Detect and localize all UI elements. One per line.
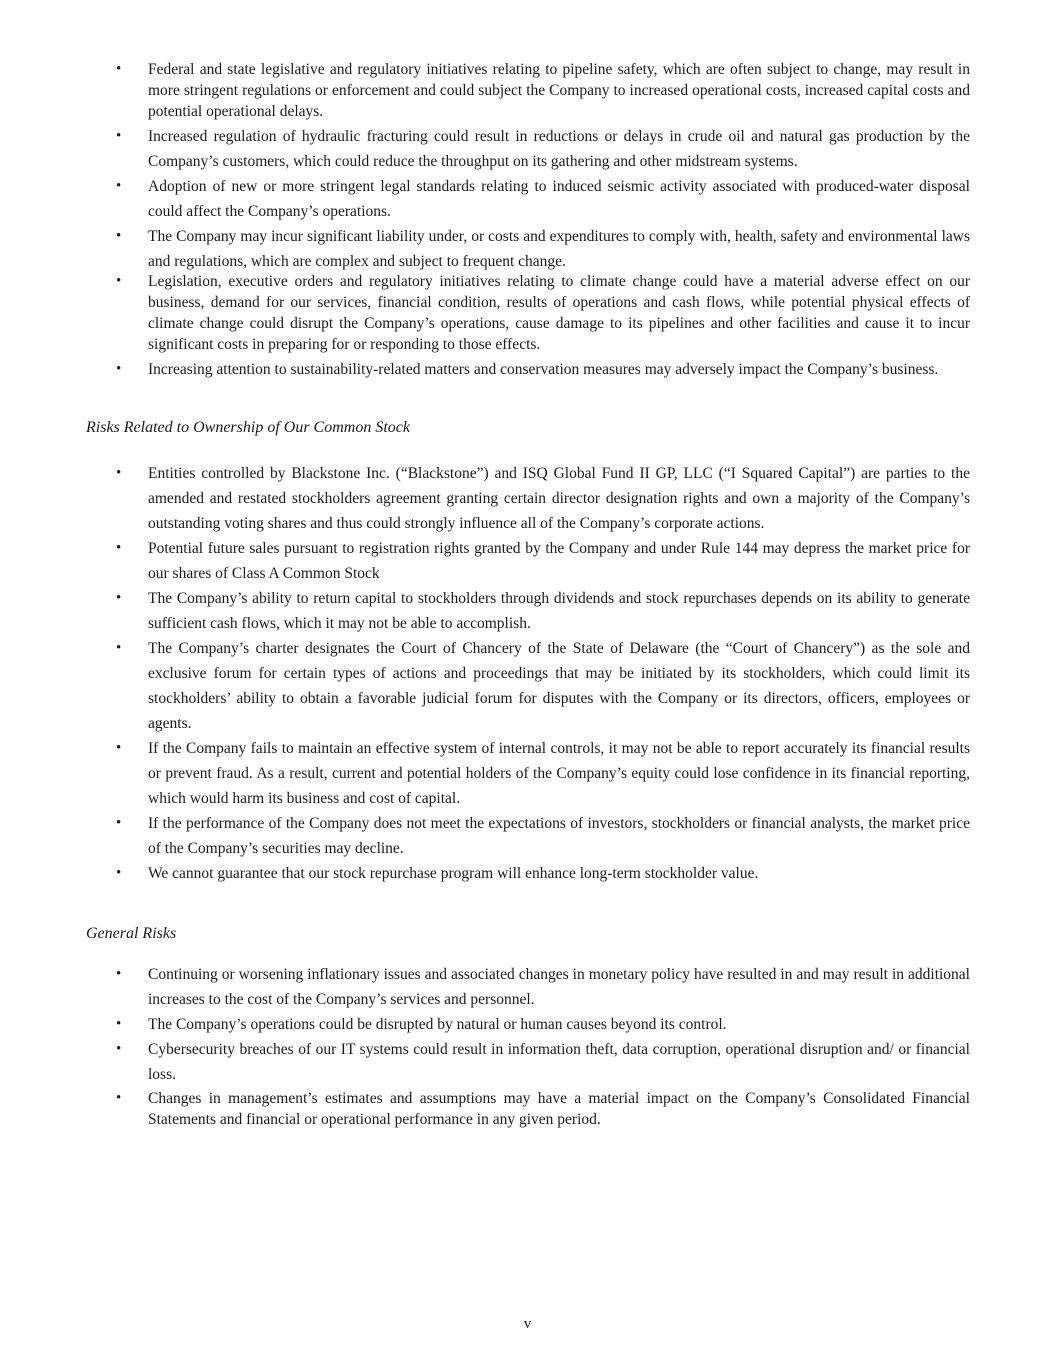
bullet: • [116, 273, 122, 289]
bullet: • [116, 228, 122, 244]
list-item [86, 962, 970, 1012]
bullet: • [116, 1090, 122, 1106]
list-item [86, 224, 970, 274]
list-item-text: Adoption of new or more stringent legal standards relating to induced seismic activity associated with produced-water disposal could affect the Company’s operations. [148, 178, 970, 220]
list-item-text: The Company’s ability to return capital to stockholders through dividends and stock repurchases depends on its ability to generate sufficient cash flows, which it may not be able to accomplish. [148, 590, 970, 632]
list-item-text: Continuing or worsening inflationary issues and associated changes in monetary policy have resulted in and may result in additional increases to the cost of the Company’s services and personnel. [148, 966, 970, 1008]
list-item-text: Increased regulation of hydraulic fracturing could result in reductions or delays in crude oil and natural gas production by the Company’s customers, which could reduce the throughput on its gathering and other midstream systems. [148, 128, 970, 170]
list-item [86, 461, 970, 536]
list-item [86, 811, 970, 861]
general-risks-list [86, 962, 970, 1130]
list-item-text: Changes in management’s estimates and assumptions may have a material impact on the Company’s Consolidated Financial Statements and financial or operational performance in any given period. [148, 1090, 970, 1128]
section-heading-common-stock: Risks Related to Ownership of Our Common Stock [86, 419, 410, 436]
bullet: • [116, 1016, 122, 1032]
section-heading-general-risks: General Risks [86, 925, 177, 942]
bullet: • [116, 465, 122, 481]
bullet: • [116, 640, 122, 656]
list-item-text: Increasing attention to sustainability-related matters and conservation measures may adversely impact the Company’s business. [148, 361, 939, 378]
page-number: v [523, 1316, 532, 1332]
list-item [86, 636, 970, 736]
ownership-risks-list [86, 461, 970, 886]
bullet: • [116, 1041, 122, 1057]
bullet: • [116, 865, 122, 881]
list-item [86, 1012, 970, 1037]
list-item [86, 271, 970, 355]
list-item [86, 1037, 970, 1087]
list-item [86, 586, 970, 636]
bullet: • [116, 540, 122, 556]
list-item [86, 124, 970, 174]
bullet: • [116, 128, 122, 144]
bullet: • [116, 966, 122, 982]
list-item-text: Legislation, executive orders and regulatory initiatives relating to climate change could have a material adverse effect on our business, demand for our services, financial condition, results of operations and cash flows, while potential physical effects of climate change could disrupt the Company’s operations, cause damage to its pipelines and other facilities and cause it to incur significant costs in preparing for or responding to those effects. [148, 273, 970, 353]
list-item-text: If the Company fails to maintain an effective system of internal controls, it may not be able to report accurately its financial results or prevent fraud. As a result, current and potential holders of the Company’s equity could lose confidence in its financial reporting, which would harm its business and cost of capital. [148, 740, 970, 807]
list-item-text: Cybersecurity breaches of our IT systems could result in information theft, data corruption, operational disruption and/ or financial loss. [148, 1041, 970, 1083]
bullet: • [116, 361, 122, 377]
bullet: • [116, 61, 122, 77]
list-item [86, 357, 970, 382]
list-item [86, 536, 970, 586]
regulatory-risks-list [86, 59, 970, 382]
list-item-text: The Company’s operations could be disrupted by natural or human causes beyond its control. [148, 1016, 727, 1033]
list-item [86, 736, 970, 811]
list-item-text: We cannot guarantee that our stock repurchase program will enhance long-term stockholder value. [148, 865, 759, 882]
list-item-text: Potential future sales pursuant to registration rights granted by the Company and under Rule 144 may depress the market price for our shares of Class A Common Stock [148, 540, 970, 582]
list-item [86, 861, 970, 886]
list-item [86, 59, 970, 122]
bullet: • [116, 178, 122, 194]
bullet: • [116, 740, 122, 756]
list-item [86, 1088, 970, 1130]
list-item-text: The Company’s charter designates the Court of Chancery of the State of Delaware (the “Court of Chancery”) as the sole and exclusive forum for certain types of actions and proceedings that may be initiated by its stockholders, which could limit its stockholders’ ability to obtain a favorable judicial forum for disputes with the Company or its directors, officers, employees or agents. [148, 640, 970, 732]
bullet: • [116, 815, 122, 831]
list-item-text: The Company may incur significant liability under, or costs and expenditures to comply with, health, safety and environmental laws and regulations, which are complex and subject to frequent change. [148, 228, 970, 270]
list-item-text: If the performance of the Company does not meet the expectations of investors, stockholders or financial analysts, the market price of the Company’s securities may decline. [148, 815, 970, 857]
bullet: • [116, 590, 122, 606]
list-item [86, 174, 970, 224]
list-item-text: Entities controlled by Blackstone Inc. (“Blackstone”) and ISQ Global Fund II GP, LLC (“I Squared Capital”) are parties to the amended and restated stockholders agreement granting certain director designation rights and own a majority of the Company’s outstanding voting shares and thus could strongly influence all of the Company’s corporate actions. [148, 465, 970, 532]
list-item-text: Federal and state legislative and regulatory initiatives relating to pipeline safety, which are often subject to change, may result in more stringent regulations or enforcement and could subject the Company to increased operational costs, increased capital costs and potential operational delays. [148, 61, 970, 120]
